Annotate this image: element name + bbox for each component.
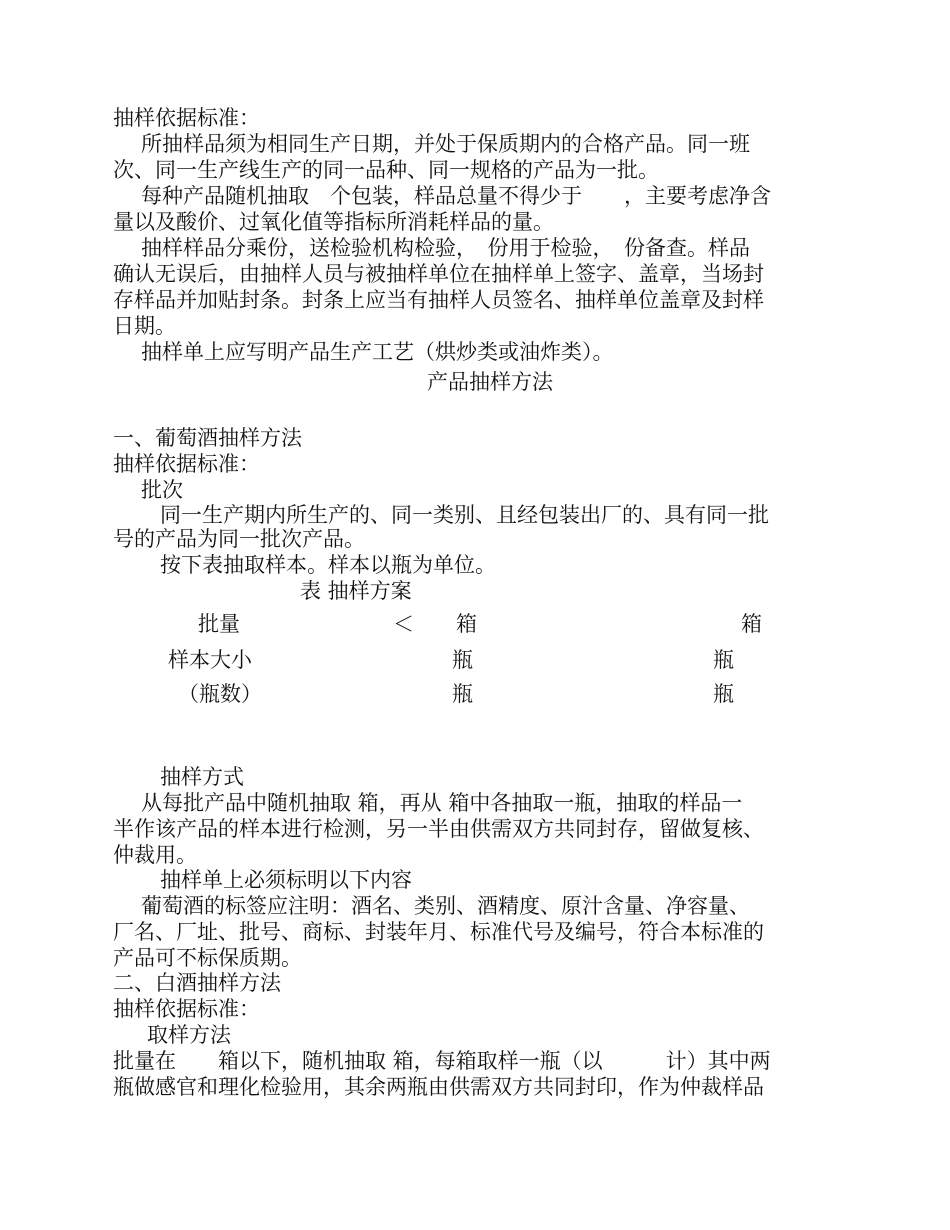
subheading-sampling: 取样方法 [147, 1023, 231, 1047]
paragraph-line: 瓶做感官和理化检验用，其余两瓶由供需双方共同封印，作为仲裁样品 [113, 1075, 764, 1099]
table-cell: 瓶 [452, 682, 473, 706]
paragraph-line: 从每批产品中随机抽取 箱，再从 箱中各抽取一瓶，抽取的样品一 [141, 791, 743, 815]
paragraph-line: 号的产品为同一批次产品。 [113, 527, 365, 551]
paragraph-line: 所抽样品须为相同生产日期，并处于保质期内的合格产品。同一班 [141, 132, 750, 156]
paragraph-line: 按下表抽取样本。样本以瓶为单位。 [160, 553, 496, 577]
subheading-method: 抽样方式 [160, 765, 244, 789]
paragraph-line: 产品可不标保质期。 [113, 946, 302, 970]
paragraph-line: 仲裁用。 [113, 843, 197, 867]
paragraph-line: 日期。 [113, 314, 176, 338]
section-heading-wine: 一、葡萄酒抽样方法 [113, 426, 302, 450]
table-cell-label: （瓶数） [178, 682, 262, 706]
standard-heading: 抽样依据标准： [113, 452, 260, 476]
paragraph-line: 确认无误后，由抽样人员与被抽样单位在抽样单上签字、盖章，当场封 [113, 262, 764, 286]
paragraph-line: 抽样单上应写明产品生产工艺（烘炒类或油炸类）。 [141, 340, 614, 364]
table-cell-label: 样本大小 [168, 648, 252, 672]
subheading-label: 抽样单上必须标明以下内容 [160, 868, 412, 892]
paragraph-line: 量以及酸价、过氧化值等指标所消耗样品的量。 [113, 210, 554, 234]
standard-heading: 抽样依据标准： [113, 997, 260, 1021]
table-cell-label: 批量 [198, 612, 240, 636]
table-cell: 箱 [741, 612, 762, 636]
paragraph-line: 每种产品随机抽取 个包装，样品总量不得少于 ，主要考虑净含 [141, 184, 771, 208]
paragraph-line: 厂名、厂址、批号、商标、封装年月、标准代号及编号，符合本标准的 [113, 920, 764, 944]
paragraph-line: 次、同一生产线生产的同一品种、同一规格的产品为一批。 [113, 158, 659, 182]
table-cell: 瓶 [713, 682, 734, 706]
paragraph-line: 批量在 箱以下，随机抽取 箱，每箱取样一瓶（以 计）其中两 [113, 1049, 771, 1073]
table-cell: 瓶 [713, 648, 734, 672]
paragraph-line: 同一生产期内所生产的、同一类别、且经包装出厂的、具有同一批 [160, 503, 769, 527]
document-title: 产品抽样方法 [427, 370, 553, 394]
paragraph-line: 半作该产品的样本进行检测，另一半由供需双方共同封存，留做复核、 [113, 817, 764, 841]
paragraph-line: 存样品并加贴封条。封条上应当有抽样人员签名、抽样单位盖章及封样 [113, 288, 764, 312]
section-heading-baijiu: 二、白酒抽样方法 [113, 971, 281, 995]
standard-heading: 抽样依据标准： [113, 106, 260, 130]
paragraph-line: 抽样样品分乘份，送检验机构检验， 份用于检验， 份备查。样品 [141, 236, 750, 260]
paragraph-line: 葡萄酒的标签应注明：酒名、类别、酒精度、原汁含量、净容量、 [141, 894, 750, 918]
table-cell: 瓶 [452, 648, 473, 672]
subheading-batch: 批次 [141, 478, 183, 502]
table-cell: ＜ 箱 [393, 612, 477, 636]
table-caption: 表 抽样方案 [300, 579, 412, 603]
